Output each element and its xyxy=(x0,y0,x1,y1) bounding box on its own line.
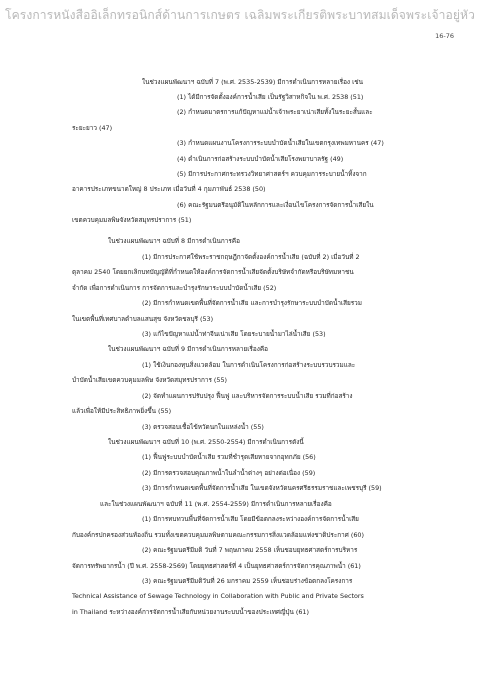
text-line: (2) คณะรัฐมนตรีมีมติ วันที่ 7 พฤษภาคม 2558 เห็นชอบยุทธศาสตร์การบริหาร xyxy=(142,546,358,554)
text-line: (4) ดำเนินการก่อสร้างระบบบำบัดน้ำเสียโรงพยาบาลรัฐ (49) xyxy=(177,155,344,163)
text-line: กับองค์กรปกครองส่วนท้องถิ่น รวมทั้งเขตควบคุมมลพิษตามคณะกรรมการสิ่งแวดล้อมแห่งชาติประกาศ (60) xyxy=(72,531,364,539)
page-number: 16-76 xyxy=(435,32,454,40)
text-line: (3) มีการกำหนดเขตพื้นที่จัดการน้ำเสีย ในเขตจังหวัดนครศรีธรรมราชและเพชรบุรี (59) xyxy=(142,484,382,492)
page-header-title: โครงการหนังสืออิเล็กทรอนิกส์ด้านการเกษตร เฉลิมพระเกียรติพระบาทสมเด็จพระเจ้าอยู่หัว xyxy=(5,8,475,22)
text-line: (2) มีการตรวจสอบคุณภาพน้ำในลำน้ำต่างๆ อย่างต่อเนื่อง (59) xyxy=(142,469,316,477)
text-line: อาคารประเภทขนาดใหญ่ 8 ประเภท เมื่อวันที่ 4 กุมภาพันธ์ 2538 (50) xyxy=(72,185,266,193)
text-line: in Thailand ระหว่างองค์การจัดการน้ำเสียกับหน่วยงานระบบน้ำของประเทศญี่ปุ่น (61) xyxy=(72,608,309,616)
text-line: ระยะยาว (47) xyxy=(72,124,113,132)
text-line: (5) มีการประกาศกระทรวงวิทยาศาสตร์ฯ ควบคุมการระบายน้ำทิ้งจาก xyxy=(177,170,367,178)
text-line: (1) ใช้เงินกองทุนสิ่งแวดล้อม ในการดำเนินโครงการก่อสร้างระบบรวบรวมและ xyxy=(142,361,356,369)
text-line: (2) กำหนดมาตรการแก้ปัญหาแม่น้ำเจ้าพระยาเน่าเสียทั้งในระยะสั้นและ xyxy=(177,108,373,116)
text-line: ในช่วงแผนพัฒนาฯ ฉบับที่ 9 มีการดำเนินการหลายเรื่องคือ xyxy=(108,345,268,353)
text-line: ในช่วงแผนพัฒนาฯ ฉบับที่ 10 (พ.ศ. 2550-2554) มีการดำเนินการดังนี้ xyxy=(108,438,304,446)
text-line: (1) ฟื้นฟูระบบบำบัดน้ำเสีย รวมที่ชำรุดเสียหายจากอุทกภัย (56) xyxy=(142,453,316,461)
text-line: (3) ตรวจสอบเชื้อไข้หวัดนกในแหล่งน้ำ (55) xyxy=(142,423,264,431)
text-line: ในช่วงแผนพัฒนาฯ ฉบับที่ 8 มีการดำเนินการคือ xyxy=(108,237,240,245)
text-line: แล้วเพื่อให้มีประสิทธิภาพยิ่งขึ้น (55) xyxy=(72,407,172,415)
text-line: จำกัด เพื่อการดำเนินการ การจัดการและบำรุงรักษาระบบบำบัดน้ำเสีย (52) xyxy=(72,284,277,292)
text-line: (1) ได้มีการจัดตั้งองค์การน้ำเสีย เป็นรัฐวิสาหกิจใน พ.ศ. 2538 (51) xyxy=(177,93,364,101)
text-line: และในช่วงแผนพัฒนาฯ ฉบับที่ 11 (พ.ศ. 2554-2559) มีการดำเนินการหลายเรื่องคือ xyxy=(100,500,332,508)
text-line: (2) จัดทำแผนการปรับปรุง ฟื้นฟู และบริหารจัดการระบบน้ำเสีย รวมที่ก่อสร้าง xyxy=(142,392,353,400)
text-line: (1) มีการประกาศใช้พระราชกฤษฎีกาจัดตั้งองค์การน้ำเสีย (ฉบับที่ 2) เมื่อวันที่ 2 xyxy=(142,253,360,261)
text-line: จัดการทรัพยากรน้ำ (ปี พ.ศ. 2558-2569) โดยยุทธศาสตร์ที่ 4 เป็นยุทธศาสตร์การจัดการคุณภาพน้ำ (61) xyxy=(72,562,361,570)
text-line: บำบัดน้ำเสียเขตควบคุมมลพิษ จังหวัดสมุทรปราการ (55) xyxy=(72,376,228,384)
text-line: ตุลาคม 2540 โดยยกเลิกบทบัญญัติที่กำหนดให้องค์การจัดการน้ำเสียจัดตั้งบริษัทจำกัดหรือบริษัทมหาชน xyxy=(72,268,354,276)
text-line: ในช่วงแผนพัฒนาฯ ฉบับที่ 7 (พ.ศ. 2535-2539) มีการดำเนินการหลายเรื่อง เช่น xyxy=(142,78,363,86)
text-line: (3) คณะรัฐมนตรีมีมติวันที่ 26 มกราคม 2559 เห็นชอบร่างข้อตกลงโครงการ xyxy=(142,577,353,585)
text-line: (6) คณะรัฐมนตรีอนุมัติในหลักการและเงื่อนไขโครงการจัดการน้ำเสียใน xyxy=(177,201,374,209)
text-line: ในเขตพื้นที่เทศบาลตำบลแสนสุข จังหวัดชลบุรี (53) xyxy=(72,315,214,323)
text-line: (2) มีการกำหนดเขตพื้นที่จัดการน้ำเสีย และการบำรุงรักษาระบบบำบัดน้ำเสียรวม xyxy=(142,299,362,307)
text-line: (3) กำหนดแผนงานโครงการระบบบำบัดน้ำเสียในเขตกรุงเทพมหานคร (47) xyxy=(177,139,384,147)
text-line: เขตควบคุมมลพิษจังหวัดสมุทรปราการ (51) xyxy=(72,216,192,224)
text-line: (3) แก้ไขปัญหาแม่น้ำท่าจีนเน่าเสีย โดยระบายน้ำมาไล่น้ำเสีย (53) xyxy=(142,330,326,338)
text-line: (1) มีการทบทวนพื้นที่จัดการน้ำเสีย โดยมีข้อตกลงระหว่างองค์การจัดการน้ำเสีย xyxy=(142,515,359,523)
text-line: Technical Assistance of Sewage Technology in Collaboration with Public and Private Sectors xyxy=(72,592,364,600)
